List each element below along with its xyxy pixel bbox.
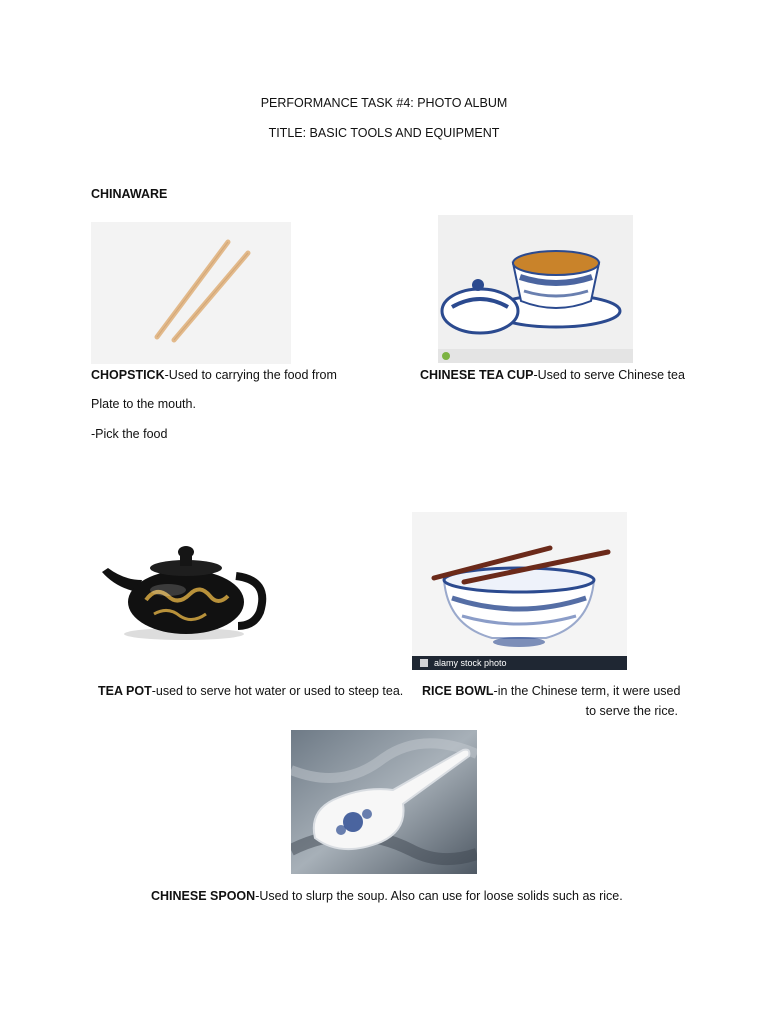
- tea-pot-caption: [98, 684, 403, 698]
- rice-bowl-watermark: alamy stock photo: [434, 658, 507, 668]
- rice-bowl-name: RICE BOWL: [422, 684, 494, 698]
- chopstick-desc-line3: -Pick the food: [91, 427, 168, 441]
- tea-cup-desc: -Used to serve Chinese tea: [533, 368, 685, 382]
- chopstick-name: CHOPSTICK: [91, 368, 165, 382]
- chopstick-photo: [91, 222, 291, 364]
- spoon-photo: [291, 730, 477, 874]
- rice-bowl-desc: -in the Chinese term, it were used: [493, 684, 681, 698]
- section-heading: CHINAWARE: [91, 187, 168, 201]
- spoon-name: CHINESE SPOON: [151, 889, 256, 903]
- spoon-caption: [151, 889, 623, 903]
- page-title: TITLE: BASIC TOOLS AND EQUIPMENT: [268, 126, 500, 140]
- rice-bowl-photo: [412, 512, 627, 670]
- rice-bowl-caption: [422, 684, 680, 698]
- tea-pot-desc: -used to serve hot water or used to steep tea.: [151, 684, 404, 698]
- task-heading: PERFORMANCE TASK #4: PHOTO ALBUM: [260, 96, 508, 110]
- chopstick-desc: -Used to carrying the food from: [164, 368, 337, 382]
- spoon-desc: -Used to slurp the soup. Also can use for loose solids such as rice.: [255, 889, 623, 903]
- tea-cup-name: CHINESE TEA CUP: [420, 368, 534, 382]
- tea-pot-name: TEA POT: [98, 684, 152, 698]
- chopstick-desc-line2: Plate to the mouth.: [91, 397, 196, 411]
- tea-cup-caption: [420, 368, 685, 382]
- tea-pot-photo: [98, 522, 270, 644]
- tea-cup-photo: [438, 215, 633, 363]
- chopstick-caption: [91, 368, 337, 382]
- rice-bowl-desc-line2: to serve the rice.: [585, 704, 678, 718]
